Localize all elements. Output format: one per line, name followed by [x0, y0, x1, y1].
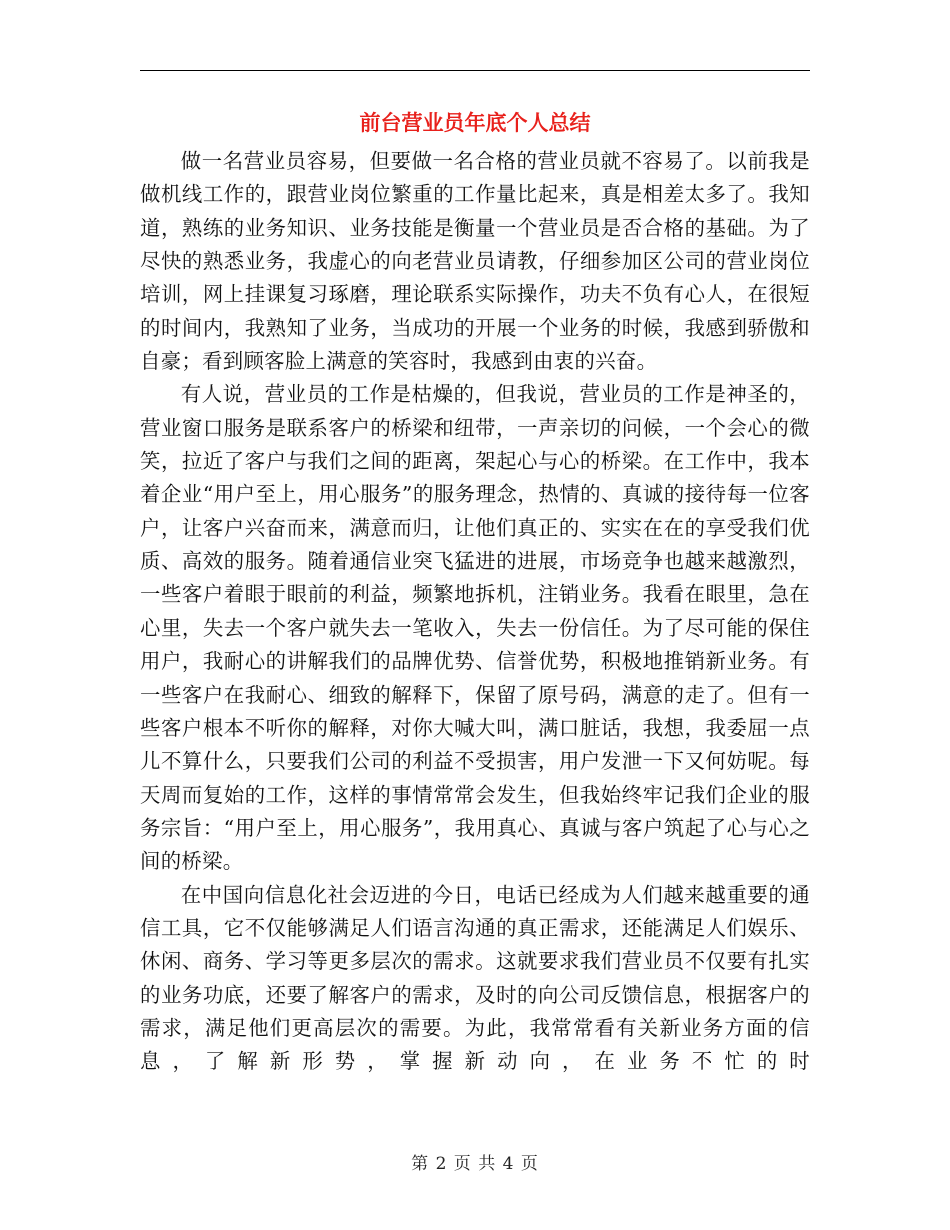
page-footer: 第 2 页 共 4 页	[411, 1154, 539, 1174]
paragraph-3: 在中国向信息化社会迈进的今日，电话已经成为人们越来越重要的通信工具，它不仅能够满足人们语言沟通的真正需求，还能满足人们娱乐、休闲、商务、学习等更多层次的需求。这就要求我们营业员不仅要有扎实的业务功底，还要了解客户的需求，及时的向公司反馈信息，根据客户的需求，满足他们更高层次的需要。为此，我常常看有关新业务方面的信息，了解新形势，掌握新动向，在业务不忙的时	[140, 882, 810, 1074]
header-rule	[140, 70, 810, 71]
document-title: 前台营业员年底个人总结	[359, 111, 591, 135]
paragraph-1: 做一名营业员容易，但要做一名合格的营业员就不容易了。以前我是做机线工作的，跟营业岗位繁重的工作量比起来，真是相差太多了。我知道，熟练的业务知识、业务技能是衡量一个营业员是否合格的基础。为了尽快的熟悉业务，我虚心的向老营业员请教，仔细参加区公司的营业岗位培训，网上挂课复习琢磨，理论联系实际操作，功夫不负有心人，在很短的时间内，我熟知了业务，当成功的开展一个业务的时候，我感到骄傲和自豪；看到顾客脸上满意的笑容时，我感到由衷的兴奋。	[140, 149, 810, 374]
document-body	[140, 145, 810, 1079]
paragraph-2: 有人说，营业员的工作是枯燥的，但我说，营业员的工作是神圣的，营业窗口服务是联系客户的桥梁和纽带，一声亲切的问候，一个会心的微笑，拉近了客户与我们之间的距离，架起心与心的桥梁。在工作中，我本着企业“用户至上，用心服务”的服务理念，热情的、真诚的接待每一位客户，让客户兴奋而来，满意而归，让他们真正的、实实在在的享受我们优质、高效的服务。随着通信业突飞猛进的进展，市场竞争也越来越激烈，一些客户着眼于眼前的利益，频繁地拆机，注销业务。我看在眼里，急在心里，失去一个客户就失去一笔收入，失去一份信任。为了尽可能的保住用户，我耐心的讲解我们的品牌优势、信誉优势，积极地推销新业务。有一些客户在我耐心、细致的解释下，保留了原号码，满意的走了。但有一些客户根本不听你的解释，对你大喊大叫，满口脏话，我想，我委屈一点儿不算什么，只要我们公司的利益不受损害，用户发泄一下又何妨呢。每天周而复始的工作，这样的事情常常会发生，但我始终牢记我们企业的服务宗旨：“用户至上，用心服务”，我用真心、真诚与客户筑起了心与心之间的桥梁。	[140, 382, 810, 874]
